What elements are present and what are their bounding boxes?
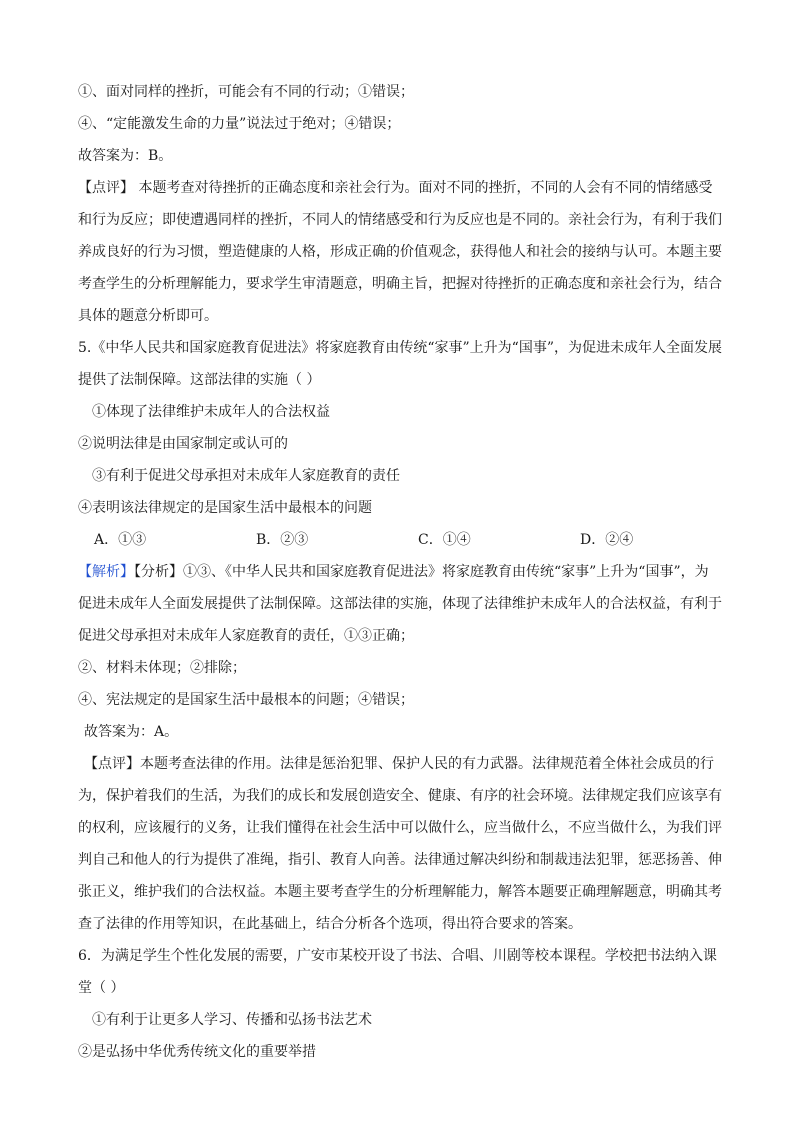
q5-option-d: D．②④ (580, 532, 634, 548)
comment-line: 【点评】本题考查法律的作用。法律是惩治犯罪、保护人民的有力武器。法律规范着全体社会成员的行 (84, 756, 714, 772)
analysis-line: 促进未成年人全面发展提供了法制保障。这部法律的实施，体现了法律维护未成年人的合法权益，有利于 (78, 596, 722, 612)
question-6-stem: 堂（ ） (78, 980, 125, 996)
analysis-line: ④、宪法规定的是国家生活中最根本的问题；④错误； (78, 692, 414, 708)
comment-line: 为，保护着我们的生活，为我们的成长和发展创造安全、健康、有序的社会环境。法律规定我们应该享有 (78, 788, 722, 804)
analysis-line (78, 562, 722, 582)
comment-line: 考查学生的分析理解能力，要求学生审清题意，明确主旨，把握对待挫折的正确态度和亲社会行为，结合 (78, 276, 722, 292)
analysis-text: 【分析】①③、《中华人民共和国家庭教育促进法》将家庭教育由传统“家事”上升为“国事”，为 (134, 564, 709, 580)
analysis-tag: 【解析】 (78, 564, 134, 580)
q5-statement: ③有利于促进父母承担对未成年人家庭教育的责任 (92, 468, 400, 484)
comment-line: 和行为反应；即使遭遇同样的挫折，不同人的情绪感受和行为反应也是不同的。亲社会行为，有利于我们 (78, 212, 722, 228)
q5-option-c: C．①④ (418, 532, 471, 548)
comment-line: 养成良好的行为习惯，塑造健康的人格，形成正确的价值观念，获得他人和社会的接纳与认可。本题主要 (78, 244, 722, 260)
q5-option-b: B．②③ (256, 532, 309, 548)
q6-statement: ①有利于让更多人学习、传播和弘扬书法艺术 (92, 1012, 372, 1028)
q5-option-a: A．①③ (94, 532, 147, 548)
answer-line: 故答案为：A。 (84, 724, 179, 740)
text-line: 故答案为：B。 (78, 148, 173, 164)
comment-line: 查了法律的作用等知识，在此基础上，结合分析各个选项，得出符合要求的答案。 (78, 916, 582, 932)
q5-statement: ①体现了法律维护未成年人的合法权益 (92, 404, 330, 420)
q6-statement: ②是弘扬中华优秀传统文化的重要举措 (78, 1044, 316, 1060)
text-line: ①、面对同样的挫折，可能会有不同的行动；①错误； (78, 84, 414, 100)
q5-statement: ②说明法律是由国家制定或认可的 (78, 436, 288, 452)
question-5-stem: 提供了法制保障。这部法律的实施（ ） (78, 372, 321, 388)
comment-line: 的权利，应该履行的义务，让我们懂得在社会生活中可以做什么，应当做什么，不应当做什么，为我们评 (78, 820, 722, 836)
q5-statement: ④表明该法律规定的是国家生活中最根本的问题 (78, 500, 372, 516)
question-5-stem: 5.《中华人民共和国家庭教育促进法》将家庭教育由传统“家事”上升为“国事”，为促进未成年人全面发展 (78, 340, 722, 356)
comment-line: 【点评】 本题考查对待挫折的正确态度和亲社会行为。面对不同的挫折，不同的人会有不同的情绪感受 (78, 180, 713, 196)
comment-line: 具体的题意分析即可。 (78, 308, 218, 324)
comment-line: 张正义，维护我们的合法权益。本题主要考查学生的分析理解能力，解答本题要正确理解题意，明确其考 (78, 884, 722, 900)
text-line: ④、“定能激发生命的力量”说法过于绝对；④错误； (78, 116, 401, 132)
analysis-line: 促进父母承担对未成年人家庭教育的责任，①③正确； (78, 628, 414, 644)
comment-line: 判自己和他人的行为提供了准绳，指引、教育人向善。法律通过解决纠纷和制裁违法犯罪，惩恶扬善、伸 (78, 852, 722, 868)
question-6-stem: 6．为满足学生个性化发展的需要，广安市某校开设了书法、合唱、川剧等校本课程。学校把书法纳入课 (78, 948, 717, 964)
analysis-line: ②、材料未体现；②排除； (78, 660, 246, 676)
